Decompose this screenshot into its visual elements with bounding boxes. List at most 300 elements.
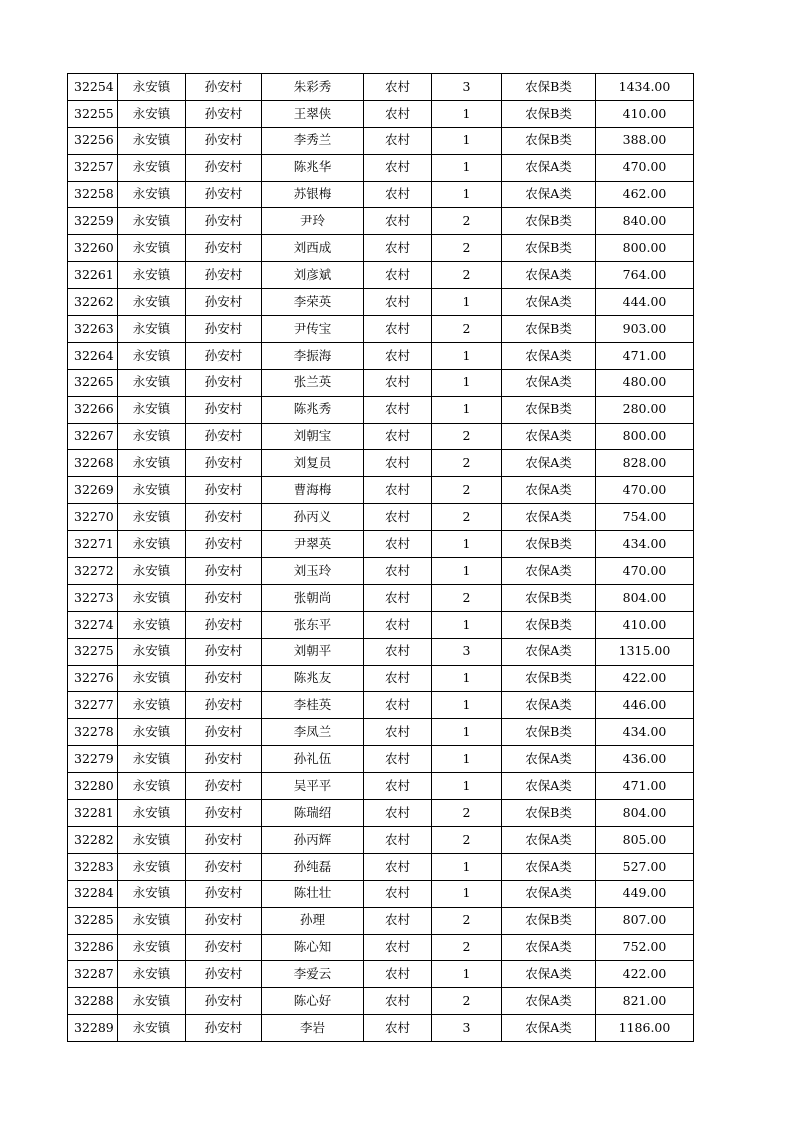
name-cell: 苏银梅: [262, 181, 364, 208]
category-cell: 农保B类: [502, 396, 596, 423]
amount-cell: 449.00: [596, 880, 694, 907]
area-type-cell: 农村: [364, 800, 432, 827]
category-cell: 农保B类: [502, 719, 596, 746]
town-cell: 永安镇: [118, 477, 186, 504]
amount-cell: 462.00: [596, 181, 694, 208]
table-row: [68, 450, 694, 477]
town-cell: 永安镇: [118, 396, 186, 423]
amount-cell: 422.00: [596, 961, 694, 988]
name-cell: 李凤兰: [262, 719, 364, 746]
amount-cell: 471.00: [596, 773, 694, 800]
category-cell: 农保B类: [502, 611, 596, 638]
town-cell: 永安镇: [118, 127, 186, 154]
table-row: [68, 880, 694, 907]
area-type-cell: 农村: [364, 961, 432, 988]
village-cell: 孙安村: [186, 477, 262, 504]
id-cell: 32273: [68, 584, 118, 611]
table-row: [68, 584, 694, 611]
name-cell: 刘玉玲: [262, 558, 364, 585]
name-cell: 李秀兰: [262, 127, 364, 154]
table-row: [68, 665, 694, 692]
count-cell: 2: [432, 988, 502, 1015]
category-cell: 农保A类: [502, 934, 596, 961]
table-row: [68, 208, 694, 235]
data-table: [67, 73, 694, 1042]
table-row: [68, 181, 694, 208]
name-cell: 孙丙辉: [262, 826, 364, 853]
count-cell: 1: [432, 880, 502, 907]
amount-cell: 903.00: [596, 316, 694, 343]
amount-cell: 804.00: [596, 584, 694, 611]
category-cell: 农保B类: [502, 100, 596, 127]
village-cell: 孙安村: [186, 934, 262, 961]
village-cell: 孙安村: [186, 450, 262, 477]
town-cell: 永安镇: [118, 342, 186, 369]
village-cell: 孙安村: [186, 100, 262, 127]
table-row: [68, 289, 694, 316]
category-cell: 农保A类: [502, 880, 596, 907]
id-cell: 32263: [68, 316, 118, 343]
category-cell: 农保A类: [502, 692, 596, 719]
name-cell: 张东平: [262, 611, 364, 638]
village-cell: 孙安村: [186, 181, 262, 208]
town-cell: 永安镇: [118, 746, 186, 773]
name-cell: 曹海梅: [262, 477, 364, 504]
town-cell: 永安镇: [118, 262, 186, 289]
town-cell: 永安镇: [118, 826, 186, 853]
name-cell: 李爱云: [262, 961, 364, 988]
name-cell: 孙丙义: [262, 504, 364, 531]
amount-cell: 754.00: [596, 504, 694, 531]
table-row: [68, 826, 694, 853]
id-cell: 32274: [68, 611, 118, 638]
count-cell: 1: [432, 719, 502, 746]
count-cell: 2: [432, 477, 502, 504]
town-cell: 永安镇: [118, 181, 186, 208]
table-row: [68, 396, 694, 423]
table-row: [68, 100, 694, 127]
count-cell: 1: [432, 746, 502, 773]
category-cell: 农保B类: [502, 665, 596, 692]
amount-cell: 444.00: [596, 289, 694, 316]
town-cell: 永安镇: [118, 316, 186, 343]
amount-cell: 446.00: [596, 692, 694, 719]
village-cell: 孙安村: [186, 907, 262, 934]
village-cell: 孙安村: [186, 719, 262, 746]
town-cell: 永安镇: [118, 208, 186, 235]
category-cell: 农保A类: [502, 826, 596, 853]
id-cell: 32256: [68, 127, 118, 154]
table-row: [68, 961, 694, 988]
category-cell: 农保A类: [502, 477, 596, 504]
area-type-cell: 农村: [364, 746, 432, 773]
amount-cell: 388.00: [596, 127, 694, 154]
id-cell: 32260: [68, 235, 118, 262]
village-cell: 孙安村: [186, 853, 262, 880]
category-cell: 农保A类: [502, 423, 596, 450]
area-type-cell: 农村: [364, 826, 432, 853]
amount-cell: 804.00: [596, 800, 694, 827]
area-type-cell: 农村: [364, 611, 432, 638]
table-row: [68, 477, 694, 504]
town-cell: 永安镇: [118, 880, 186, 907]
count-cell: 3: [432, 638, 502, 665]
name-cell: 陈兆友: [262, 665, 364, 692]
table-row: [68, 262, 694, 289]
area-type-cell: 农村: [364, 907, 432, 934]
count-cell: 2: [432, 934, 502, 961]
amount-cell: 807.00: [596, 907, 694, 934]
id-cell: 32257: [68, 154, 118, 181]
count-cell: 1: [432, 665, 502, 692]
town-cell: 永安镇: [118, 1015, 186, 1042]
count-cell: 1: [432, 289, 502, 316]
town-cell: 永安镇: [118, 988, 186, 1015]
village-cell: 孙安村: [186, 558, 262, 585]
name-cell: 刘彦斌: [262, 262, 364, 289]
table-row: [68, 907, 694, 934]
name-cell: 孙理: [262, 907, 364, 934]
village-cell: 孙安村: [186, 773, 262, 800]
amount-cell: 470.00: [596, 477, 694, 504]
area-type-cell: 农村: [364, 1015, 432, 1042]
count-cell: 2: [432, 907, 502, 934]
id-cell: 32282: [68, 826, 118, 853]
town-cell: 永安镇: [118, 504, 186, 531]
category-cell: 农保B类: [502, 800, 596, 827]
category-cell: 农保A类: [502, 450, 596, 477]
area-type-cell: 农村: [364, 665, 432, 692]
table-row: [68, 773, 694, 800]
amount-cell: 800.00: [596, 423, 694, 450]
amount-cell: 821.00: [596, 988, 694, 1015]
count-cell: 1: [432, 100, 502, 127]
village-cell: 孙安村: [186, 235, 262, 262]
table-row: [68, 369, 694, 396]
id-cell: 32271: [68, 531, 118, 558]
name-cell: 刘复员: [262, 450, 364, 477]
town-cell: 永安镇: [118, 934, 186, 961]
town-cell: 永安镇: [118, 665, 186, 692]
amount-cell: 422.00: [596, 665, 694, 692]
amount-cell: 434.00: [596, 531, 694, 558]
table-row: [68, 638, 694, 665]
category-cell: 农保A类: [502, 746, 596, 773]
town-cell: 永安镇: [118, 450, 186, 477]
count-cell: 2: [432, 504, 502, 531]
area-type-cell: 农村: [364, 531, 432, 558]
town-cell: 永安镇: [118, 100, 186, 127]
amount-cell: 527.00: [596, 853, 694, 880]
count-cell: 1: [432, 853, 502, 880]
area-type-cell: 农村: [364, 934, 432, 961]
village-cell: 孙安村: [186, 262, 262, 289]
table-row: [68, 423, 694, 450]
table-row: [68, 558, 694, 585]
town-cell: 永安镇: [118, 961, 186, 988]
village-cell: 孙安村: [186, 342, 262, 369]
category-cell: 农保B类: [502, 127, 596, 154]
village-cell: 孙安村: [186, 369, 262, 396]
town-cell: 永安镇: [118, 558, 186, 585]
id-cell: 32283: [68, 853, 118, 880]
id-cell: 32264: [68, 342, 118, 369]
count-cell: 1: [432, 692, 502, 719]
name-cell: 李荣英: [262, 289, 364, 316]
name-cell: 王翠侠: [262, 100, 364, 127]
town-cell: 永安镇: [118, 369, 186, 396]
village-cell: 孙安村: [186, 127, 262, 154]
area-type-cell: 农村: [364, 208, 432, 235]
table-row: [68, 504, 694, 531]
category-cell: 农保A类: [502, 853, 596, 880]
table-row: [68, 127, 694, 154]
area-type-cell: 农村: [364, 181, 432, 208]
area-type-cell: 农村: [364, 127, 432, 154]
id-cell: 32259: [68, 208, 118, 235]
id-cell: 32278: [68, 719, 118, 746]
amount-cell: 752.00: [596, 934, 694, 961]
category-cell: 农保A类: [502, 638, 596, 665]
village-cell: 孙安村: [186, 584, 262, 611]
village-cell: 孙安村: [186, 611, 262, 638]
village-cell: 孙安村: [186, 746, 262, 773]
count-cell: 2: [432, 826, 502, 853]
name-cell: 尹传宝: [262, 316, 364, 343]
id-cell: 32266: [68, 396, 118, 423]
town-cell: 永安镇: [118, 235, 186, 262]
amount-cell: 434.00: [596, 719, 694, 746]
amount-cell: 1434.00: [596, 74, 694, 101]
table-body: [68, 74, 694, 1042]
count-cell: 2: [432, 262, 502, 289]
category-cell: 农保B类: [502, 584, 596, 611]
area-type-cell: 农村: [364, 773, 432, 800]
village-cell: 孙安村: [186, 638, 262, 665]
town-cell: 永安镇: [118, 638, 186, 665]
name-cell: 陈壮壮: [262, 880, 364, 907]
id-cell: 32268: [68, 450, 118, 477]
id-cell: 32269: [68, 477, 118, 504]
table-row: [68, 235, 694, 262]
amount-cell: 764.00: [596, 262, 694, 289]
category-cell: 农保B类: [502, 74, 596, 101]
village-cell: 孙安村: [186, 396, 262, 423]
id-cell: 32254: [68, 74, 118, 101]
table-row: [68, 74, 694, 101]
category-cell: 农保A类: [502, 342, 596, 369]
table-row: [68, 1015, 694, 1042]
id-cell: 32280: [68, 773, 118, 800]
town-cell: 永安镇: [118, 584, 186, 611]
id-cell: 32270: [68, 504, 118, 531]
amount-cell: 800.00: [596, 235, 694, 262]
category-cell: 农保B类: [502, 531, 596, 558]
town-cell: 永安镇: [118, 74, 186, 101]
count-cell: 2: [432, 450, 502, 477]
town-cell: 永安镇: [118, 611, 186, 638]
area-type-cell: 农村: [364, 450, 432, 477]
id-cell: 32272: [68, 558, 118, 585]
category-cell: 农保B类: [502, 208, 596, 235]
count-cell: 2: [432, 316, 502, 343]
area-type-cell: 农村: [364, 100, 432, 127]
area-type-cell: 农村: [364, 584, 432, 611]
category-cell: 农保A类: [502, 773, 596, 800]
area-type-cell: 农村: [364, 369, 432, 396]
id-cell: 32277: [68, 692, 118, 719]
area-type-cell: 农村: [364, 396, 432, 423]
town-cell: 永安镇: [118, 773, 186, 800]
table-row: [68, 934, 694, 961]
amount-cell: 436.00: [596, 746, 694, 773]
name-cell: 孙礼伍: [262, 746, 364, 773]
count-cell: 1: [432, 558, 502, 585]
name-cell: 尹玲: [262, 208, 364, 235]
village-cell: 孙安村: [186, 208, 262, 235]
name-cell: 陈心知: [262, 934, 364, 961]
name-cell: 尹翠英: [262, 531, 364, 558]
area-type-cell: 农村: [364, 504, 432, 531]
table-row: [68, 154, 694, 181]
category-cell: 农保B类: [502, 235, 596, 262]
count-cell: 1: [432, 181, 502, 208]
category-cell: 农保A类: [502, 154, 596, 181]
village-cell: 孙安村: [186, 531, 262, 558]
count-cell: 2: [432, 208, 502, 235]
id-cell: 32286: [68, 934, 118, 961]
area-type-cell: 农村: [364, 289, 432, 316]
count-cell: 1: [432, 127, 502, 154]
town-cell: 永安镇: [118, 853, 186, 880]
table-row: [68, 531, 694, 558]
town-cell: 永安镇: [118, 907, 186, 934]
table-row: [68, 988, 694, 1015]
amount-cell: 1186.00: [596, 1015, 694, 1042]
area-type-cell: 农村: [364, 692, 432, 719]
table-row: [68, 316, 694, 343]
town-cell: 永安镇: [118, 692, 186, 719]
area-type-cell: 农村: [364, 342, 432, 369]
count-cell: 3: [432, 1015, 502, 1042]
table-row: [68, 342, 694, 369]
category-cell: 农保A类: [502, 988, 596, 1015]
village-cell: 孙安村: [186, 316, 262, 343]
name-cell: 陈兆秀: [262, 396, 364, 423]
area-type-cell: 农村: [364, 262, 432, 289]
amount-cell: 471.00: [596, 342, 694, 369]
id-cell: 32267: [68, 423, 118, 450]
count-cell: 1: [432, 961, 502, 988]
amount-cell: 1315.00: [596, 638, 694, 665]
name-cell: 张兰英: [262, 369, 364, 396]
village-cell: 孙安村: [186, 692, 262, 719]
village-cell: 孙安村: [186, 504, 262, 531]
count-cell: 3: [432, 74, 502, 101]
village-cell: 孙安村: [186, 289, 262, 316]
town-cell: 永安镇: [118, 531, 186, 558]
id-cell: 32276: [68, 665, 118, 692]
category-cell: 农保B类: [502, 316, 596, 343]
amount-cell: 828.00: [596, 450, 694, 477]
amount-cell: 840.00: [596, 208, 694, 235]
count-cell: 2: [432, 584, 502, 611]
village-cell: 孙安村: [186, 800, 262, 827]
name-cell: 吴平平: [262, 773, 364, 800]
category-cell: 农保A类: [502, 289, 596, 316]
id-cell: 32258: [68, 181, 118, 208]
area-type-cell: 农村: [364, 638, 432, 665]
table-row: [68, 853, 694, 880]
count-cell: 1: [432, 531, 502, 558]
amount-cell: 470.00: [596, 558, 694, 585]
id-cell: 32261: [68, 262, 118, 289]
village-cell: 孙安村: [186, 423, 262, 450]
village-cell: 孙安村: [186, 154, 262, 181]
town-cell: 永安镇: [118, 719, 186, 746]
name-cell: 刘朝宝: [262, 423, 364, 450]
category-cell: 农保A类: [502, 1015, 596, 1042]
area-type-cell: 农村: [364, 74, 432, 101]
area-type-cell: 农村: [364, 880, 432, 907]
village-cell: 孙安村: [186, 74, 262, 101]
name-cell: 李桂英: [262, 692, 364, 719]
count-cell: 1: [432, 154, 502, 181]
count-cell: 2: [432, 235, 502, 262]
id-cell: 32289: [68, 1015, 118, 1042]
name-cell: 李岩: [262, 1015, 364, 1042]
village-cell: 孙安村: [186, 826, 262, 853]
table-row: [68, 800, 694, 827]
table-row: [68, 746, 694, 773]
count-cell: 1: [432, 369, 502, 396]
table-row: [68, 719, 694, 746]
id-cell: 32265: [68, 369, 118, 396]
id-cell: 32285: [68, 907, 118, 934]
village-cell: 孙安村: [186, 880, 262, 907]
name-cell: 李振海: [262, 342, 364, 369]
village-cell: 孙安村: [186, 988, 262, 1015]
village-cell: 孙安村: [186, 1015, 262, 1042]
amount-cell: 805.00: [596, 826, 694, 853]
name-cell: 张朝尚: [262, 584, 364, 611]
area-type-cell: 农村: [364, 719, 432, 746]
amount-cell: 470.00: [596, 154, 694, 181]
id-cell: 32279: [68, 746, 118, 773]
town-cell: 永安镇: [118, 289, 186, 316]
village-cell: 孙安村: [186, 665, 262, 692]
table-row: [68, 611, 694, 638]
category-cell: 农保A类: [502, 262, 596, 289]
table-row: [68, 692, 694, 719]
id-cell: 32284: [68, 880, 118, 907]
name-cell: 刘西成: [262, 235, 364, 262]
count-cell: 1: [432, 396, 502, 423]
count-cell: 2: [432, 800, 502, 827]
category-cell: 农保A类: [502, 558, 596, 585]
id-cell: 32275: [68, 638, 118, 665]
amount-cell: 480.00: [596, 369, 694, 396]
id-cell: 32262: [68, 289, 118, 316]
area-type-cell: 农村: [364, 853, 432, 880]
category-cell: 农保A类: [502, 181, 596, 208]
category-cell: 农保A类: [502, 961, 596, 988]
name-cell: 孙纯磊: [262, 853, 364, 880]
name-cell: 刘朝平: [262, 638, 364, 665]
amount-cell: 280.00: [596, 396, 694, 423]
count-cell: 1: [432, 773, 502, 800]
category-cell: 农保A类: [502, 369, 596, 396]
